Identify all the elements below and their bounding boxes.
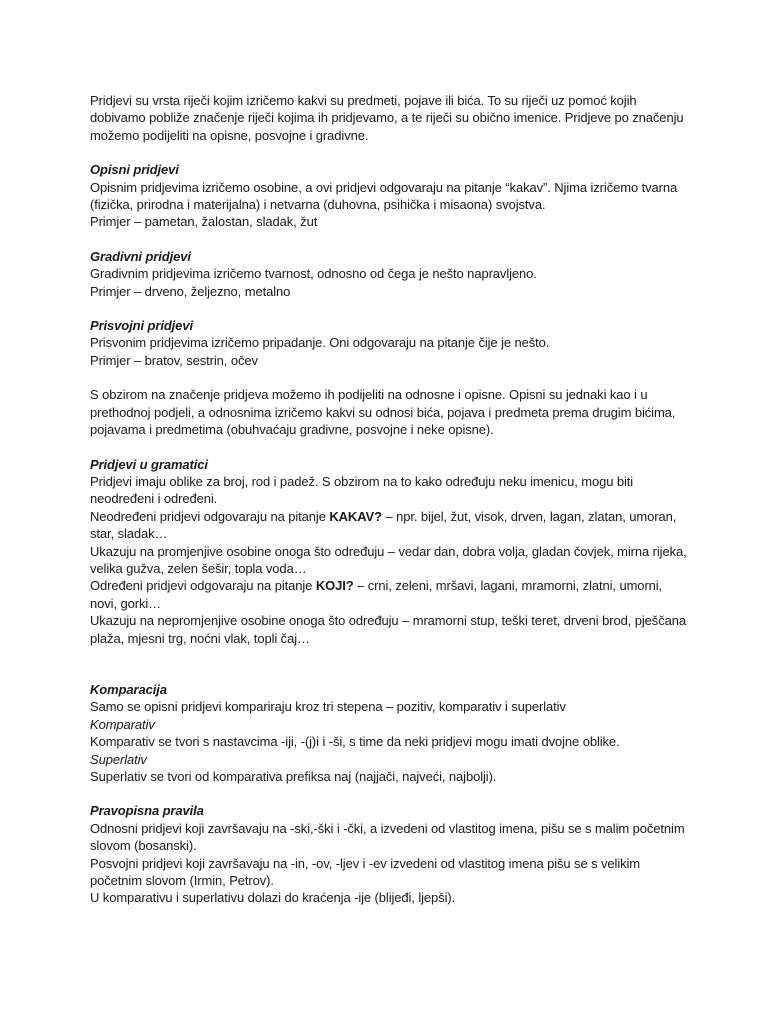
text-run: Neodređeni pridjevi odgovaraju na pitanje [90, 508, 330, 524]
section-heading: Gradivni pridjevi [90, 248, 191, 264]
example-line: Primjer – bratov, sestrin, očev [90, 352, 258, 368]
bold-question: KAKAV? [329, 508, 382, 524]
section-text: U komparativu i superlativu dolazi do kraćenja -ije (blijeđi, ljepši). [90, 890, 456, 906]
section-heading: Prisvojni pridjevi [90, 318, 193, 334]
obzirom-paragraph: S obzirom na značenje pridjeva možemo ih podijeliti na odnosne i opisne. Opisni su jednaki kao i u prethodnoj podjeli, a odnosnima izričemo kakvi su odnosi bića, pojava i predmeta prema drugim bićima, pojavama i predmetima (obuhvaćaju gradivne, posvojne i neke opisne). [90, 387, 676, 438]
section-heading: Pridjevi u gramatici [90, 456, 208, 472]
section-heading: Pravopisna pravila [90, 803, 204, 819]
section-gradivni-pridjevi [90, 248, 690, 300]
intro-paragraph: Pridjevi su vrsta riječi kojim izričemo kakvi su predmeti, pojave ili bića. To su riječi uz pomoć kojih dobivamo pobliže značenje riječi kojima ih pridjevamo, a te riječi su obično imenice. Pridjeve po značenju možemo podijeliti na opisne, posvojne i gradivne. [90, 93, 684, 143]
section-text: Gradivnim pridjevima izričemo tvarnost, odnosno od čega je nešto napravljeno. [90, 266, 537, 282]
neodredeni-paragraph [90, 508, 690, 543]
section-text: Posvojni pridjevi koji završavaju na -in, -ov, -ljev i -ev izvedeni od vlastitog imena pišu se s velikim početnim slovom (Irmin, Petrov). [90, 855, 641, 889]
bold-question: KOJI? [315, 578, 354, 594]
section-komparacija [90, 681, 690, 785]
section-text: Ukazuju na promjenjive osobine onoga što određuju – vedar dan, dobra volja, gladan čovjek, mirna rijeka, velika gužva, zelen šešir, topla voda… [90, 543, 687, 576]
section-heading: Opisni pridjevi [90, 162, 179, 178]
text-run: – crni, zeleni, mršavi, lagani, mramorni, zlatni, umorni, novi, gorki… [90, 578, 663, 611]
odredeni-paragraph [90, 577, 690, 612]
section-text: Odnosni pridjevi koji završavaju na -ski,-ški i -čki, a izvedeni od vlastitog imena, pišu se s malim početnim slovom (bosanski). [90, 820, 685, 854]
section-opisni-pridjevi [90, 161, 690, 231]
section-text: Pridjevi imaju oblike za broj, rod i padež. S obzirom na to kako određuju neku imenicu, mogu biti neodređeni i određeni. [90, 473, 634, 507]
section-heading: Komparacija [90, 681, 167, 697]
section-pridjevi-u-gramatici [90, 456, 690, 647]
section-text: Prisvonim pridjevima izričemo pripadanje. Oni odgovaraju na pitanje čije je nešto. [90, 335, 550, 351]
example-line: Primjer – drveno, željezno, metalno [90, 283, 291, 299]
subsection-heading: Superlativ [90, 751, 147, 767]
section-text: Superlativ se tvori od komparativa prefiksa naj (najjači, najveći, najbolji). [90, 769, 497, 784]
example-line: Primjer – pametan, žalostan, sladak, žut [90, 214, 318, 230]
section-text: Opisnim pridjevima izričemo osobine, a ovi pridjevi odgovaraju na pitanje “kakav”. Njima izričemo tvarna (fizička, prirodna i materijalna) i netvarna (duhovna, psihička i misaona) svojstva. [90, 179, 678, 213]
document-page [90, 92, 690, 907]
text-run: Određeni pridjevi odgovaraju na pitanje [90, 578, 316, 594]
text-run: – npr. bijel, žut, visok, drven, lagan, zlatan, umoran, star, sladak… [90, 508, 677, 542]
subsection-heading: Komparativ [90, 716, 155, 732]
section-prisvojni-pridjevi [90, 317, 690, 369]
section-text: Samo se opisni pridjevi kompariraju kroz tri stepena – pozitiv, komparativ i superlativ [90, 699, 566, 715]
section-pravopisna-pravila [90, 802, 690, 906]
section-text: Ukazuju na nepromjenjive osobine onoga što određuju – mramorni stup, teški teret, drveni brod, pješčana plaža, mjesni trg, noćni vlak, topli čaj… [90, 613, 686, 646]
section-text: Komparativ se tvori s nastavcima -iji, -(j)i i -ši, s time da neki pridjevi mogu imati dvojne oblike. [90, 734, 620, 750]
